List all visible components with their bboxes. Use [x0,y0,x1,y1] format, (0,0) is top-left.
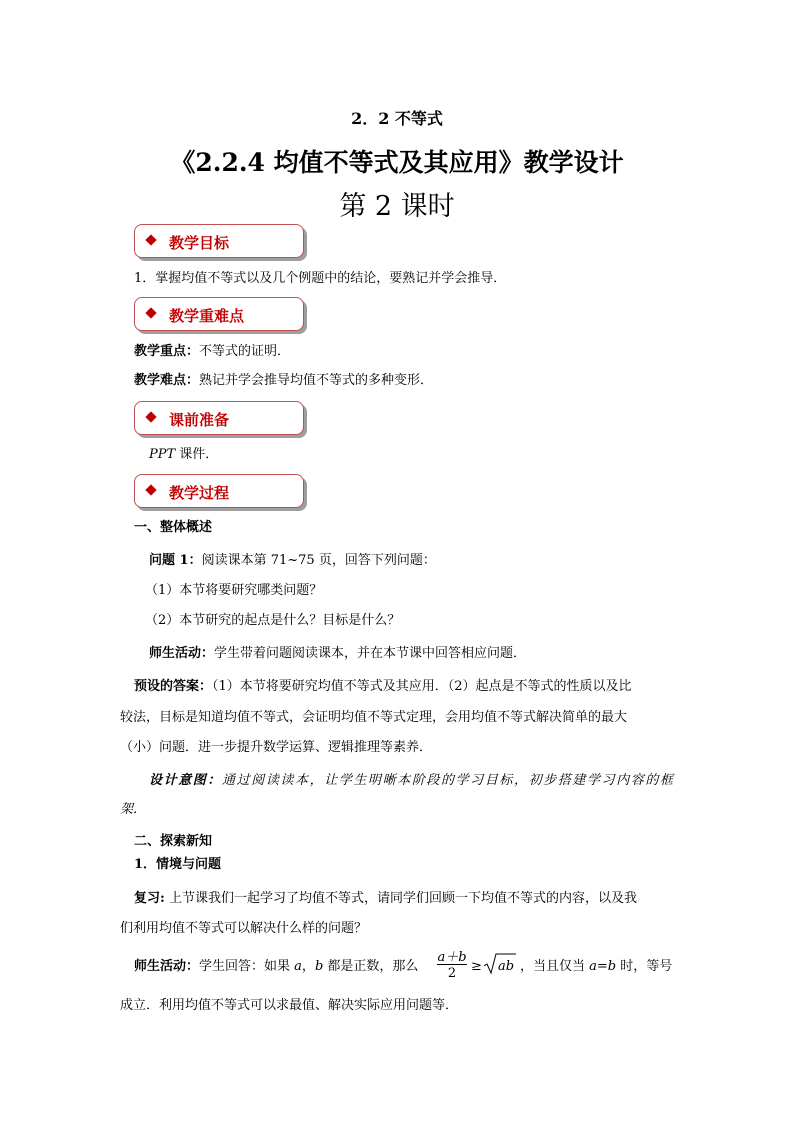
answer-label: 预设的答案： [134,679,213,694]
answer-line: （小）问题．进一步提升数学运算、逻辑推理等素养． [120,740,433,755]
focus-label: 教学重点： [134,344,200,359]
equality-condition: a=b [589,959,617,974]
geq-symbol: ≥ [471,959,482,974]
goal-item: 1．掌握均值不等式以及几个例题中的结论，要熟记并学会推导． [134,271,507,286]
diamond-icon [145,484,156,495]
difficulty-label: 教学难点： [134,373,200,388]
diamond-icon [145,307,156,318]
var-b: b [314,959,324,974]
section-header-label: 课前准备 [169,411,230,429]
diamond-icon [145,234,156,245]
difficulty-text: 熟记并学会推导均值不等式的多种变形． [199,373,434,388]
review-line: 们利用均值不等式可以解决什么样的问题？ [120,921,368,936]
question-sub: （1）本节将要研究哪类问题？ [145,583,323,598]
activity2-text-b: 都是正数，那么 [323,959,419,974]
prep-line [149,446,218,464]
diamond-icon [145,411,156,422]
difficulty-line [134,372,433,390]
question-text: 阅读课本第 71~75 页，回答下列问题： [201,553,436,568]
section-header-prep [134,401,304,435]
section-number: 2．2 不等式 [351,109,443,128]
answer-text: （1）本节将要研究均值不等式及其应用．（2）起点是不等式的性质以及比 [212,679,632,694]
comma: ， [301,959,315,974]
design-line [149,772,675,790]
design-text: 通过阅读读本，让学生明晰本阶段的学习目标，初步搭建学习内容的框 [222,773,675,788]
document-title: 《2.2.4 均值不等式及其应用》教学设计 [170,148,624,177]
answer-line: 较法，目标是知道均值不等式，会证明均值不等式定理，会用均值不等式解决简单的最大 [120,710,628,725]
activity2-line2: 成立．利用均值不等式可以求最值、解决实际应用问题等． [120,998,459,1013]
focus-text: 不等式的证明． [199,344,291,359]
var-a: a [294,959,302,974]
ppt-text: PPT [149,447,176,462]
activity-label: 师生活动： [149,646,215,661]
design-label: 设计意图： [149,773,223,788]
fraction-denominator: 2 [447,966,457,981]
activity-line [149,645,526,663]
activity2-tail [520,958,672,976]
review-text: 上节课我们一起学习了均值不等式，请同学们回顾一下均值不等式的内容，以及我 [164,891,637,906]
fraction-bar [437,964,467,965]
section-header-label: 教学重难点 [169,307,245,325]
section-header-key-points [134,297,304,331]
focus-line [134,343,290,361]
section-header-label: 教学过程 [169,484,230,502]
activity2-label: 师生活动： [134,959,200,974]
design-line: 架． [120,802,147,817]
activity2-line [134,958,418,976]
activity2-text-d: 时，等号 [616,959,673,974]
fraction-numerator: a＋b [437,950,467,965]
question-label: 问题 1： [149,553,202,568]
section-header-goals [134,224,304,258]
activity2-text-c: ，当且仅当 [520,959,590,974]
review-line [134,890,637,908]
lesson-label: 第 2 课时 [339,191,455,222]
review-label: 复习: [134,891,165,906]
activity-text: 学生带着问题阅读课本，并在本节课中回答相应问题． [214,646,527,661]
part-heading: 二、探索新知 [134,834,213,849]
part-heading: 一、整体概述 [134,520,213,535]
section-header-label: 教学目标 [169,234,230,252]
answer-line [134,678,632,696]
question-line [149,552,436,570]
sub-heading: 1．情境与问题 [134,857,222,872]
activity2-text-a: 学生回答：如果 [199,959,295,974]
question-sub: （2）本节研究的起点是什么？目标是什么？ [145,613,401,628]
section-header-process [134,474,304,508]
sqrt-argument: ab [498,959,515,974]
prep-text: 课件． [175,447,219,462]
